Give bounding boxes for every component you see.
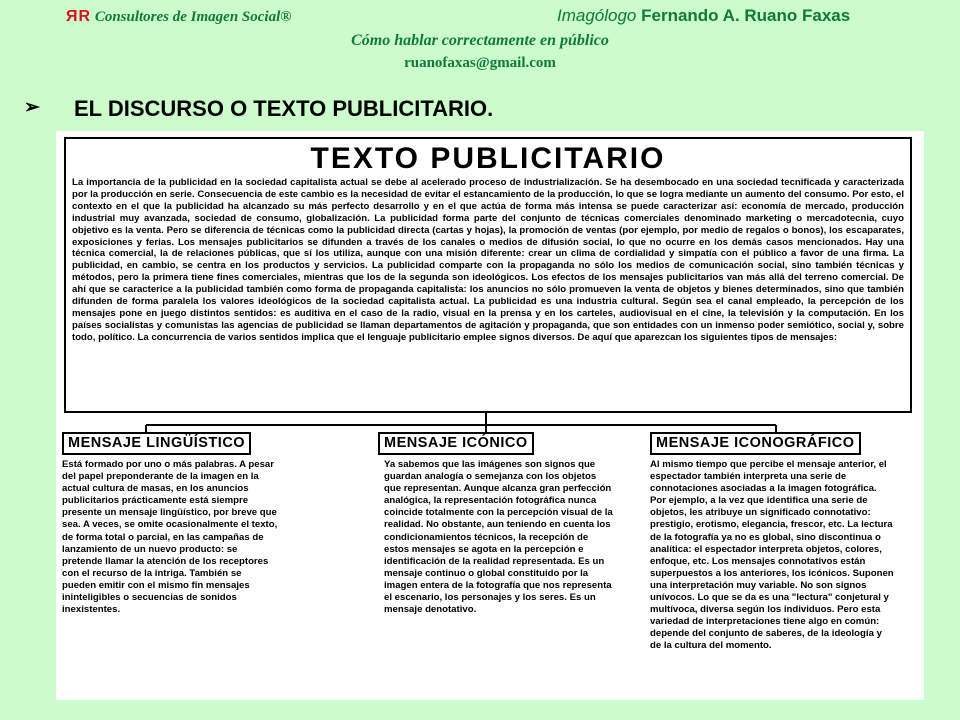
column-title-iconographic: MENSAJE ICONOGRÁFICO	[650, 432, 861, 455]
brand-name: Consultores de Imagen Social®	[94, 9, 292, 25]
column-iconographic	[650, 432, 895, 653]
column-title-iconic: MENSAJE ICÓNICO	[378, 432, 534, 455]
intro-paragraph: La importancia de la publicidad en la sociedad capitalista actual se debe al acelerado proceso de industrialización. Se ha desembocado en una sociedad tecnificada y caracterizada por la producción en serie. Consecuencia de este cambio es la necesidad de evitar el estancamiento de la producción, lo que se logra mediante un aumento del consumo. Por esto, el contexto en el que la publicidad ha alcanzado su más perfecto desarrollo y en el que actúa de forma más intensa se puede caracterizar así: economía de mercado, producción industrial muy avanzada, sociedad de consumo, globalización. La publicidad forma parte del conjunto de técnicas comerciales denominado marketing o mercadotecnia, cuyo objetivo es la venta. Pero se diferencia de técnicas como la publicidad directa (cartas y hojas), la promoción de ventas (por ejemplo, por medio de regalos o bonos), los escaparates, exposiciones y ferias. Los mensajes publicitarios se difunden a través de los canales o medios de difusión social, lo que no ocurre en los demás casos mencionados. Hay una técnica comercial, la de relaciones públicas, que sí los utiliza, aunque con una misión diferente: crear un clima de cordialidad y simpatía con el público a favor de una firma. La publicidad, en cambio, se centra en los productos y servicios. La publicidad comparte con la propaganda no sólo los medios de comunicación social, sino también técnicas y métodos, pero la primera tiene fines comerciales, mientras que los de la segunda son ideológicos. Los efectos de los mensajes publicitarios van más allá del terreno comercial. De ahí que se caracterice a la publicidad también como forma de propaganda capitalista: los anuncios no sólo promueven la venta de objetos y bienes determinados, sino que también difunden de forma paralela los valores ideológicos de la sociedad capitalista actual. La publicidad es una industria cultural. Según sea el canal empleado, la percepción de los mensajes pone en juego distintos sentidos: es auditiva en el caso de la radio, visual en la prensa y en los carteles, audiovisual en el cine, la televisión y la computación. En los países socialistas y comunistas las agencias de publicidad se llaman departamentos de agitación y propaganda, que son entidades con un inmenso poder semiótico, social y, sobre todo, político. La concurrencia de varios sentidos implica que el lenguaje publicitario emplee signos diversos. De aquí que aparezcan los siguientes tipos de mensajes:	[72, 177, 904, 343]
contact-email: ruanofaxas@gmail.com	[404, 55, 556, 71]
slide-title: EL DISCURSO O TEXTO PUBLICITARIO.	[74, 96, 494, 121]
intro-box	[64, 137, 912, 413]
author-name: Fernando A. Ruano Faxas	[641, 6, 851, 25]
document-title: TEXTO PUBLICITARIO	[310, 142, 666, 175]
column-iconic	[378, 432, 613, 616]
brand-mark: ЯR	[66, 8, 92, 25]
slide-header	[0, 0, 960, 96]
brand-logo	[66, 8, 291, 26]
column-text-iconographic: Al mismo tiempo que percibe el mensaje anterior, el espectador también interpreta una serie de connotaciones asociadas a la imagen fotográfica. Por ejemplo, a la vez que identifica una serie de objetos, les atribuye un significado connotativo: prestigio, erotismo, elegancia, frescor, etc. La lectura de la fotografía ya no es global, sino discontinua o analítica: el espectador interpreta objetos, colores, enfoque, etc. Los mensajes connotativos están superpuestos a los anteriores, los icónicos. Suponen una interpretación muy variable. No son signos unívocos. Lo que se da es una "lectura" conjetural y multívoca, diversa según los individuos. Pero esta variedad de interpretaciones tiene algo en común: depende del conjunto de saberes, de la ideología y de la cultura del momento.	[650, 459, 894, 652]
scanned-document	[56, 131, 924, 700]
column-linguistic	[62, 432, 278, 616]
course-subtitle: Cómo hablar correctamente en público	[351, 32, 609, 49]
author-role: Imagólogo	[557, 6, 637, 25]
author-credit	[557, 6, 850, 26]
bullet-arrow-icon: ➢	[24, 97, 40, 118]
column-text-iconic: Ya sabemos que las imágenes son signos que guardan analogía o semejanza con los objetos que representan. Aunque alcanza gran perfección analógica, la representación fotográfica nunca coincide totalmente con la percepción visual de la realidad. No obstante, aun teniendo en cuenta los condicionamientos técnicos, la recepción de estos mensajes se agota en la percepción e identificación de la realidad representada. Es un mensaje continuo o global constituido por la imagen entera de la fotografía que nos representa el escenario, los personajes y los seres. Es un mensaje denotativo.	[384, 459, 613, 616]
column-title-linguistic: MENSAJE LINGÜÍSTICO	[62, 432, 251, 455]
column-text-linguistic: Está formado por uno o más palabras. A pesar del papel preponderante de la imagen en la actual cultura de masas, en los anuncios publicitarios prácticamente está siempre presente un mensaje lingüístico, por breve que sea. A veces, se omite ocasionalmente el texto, de forma total o parcial, en las campañas de lanzamiento de un nuevo producto: se pretende llamar la atención de los receptores con el recurso de la intriga. También se pueden emitir con el mismo fin mensajes ininteligibles o secuencias de sonidos inexistentes.	[62, 459, 278, 616]
